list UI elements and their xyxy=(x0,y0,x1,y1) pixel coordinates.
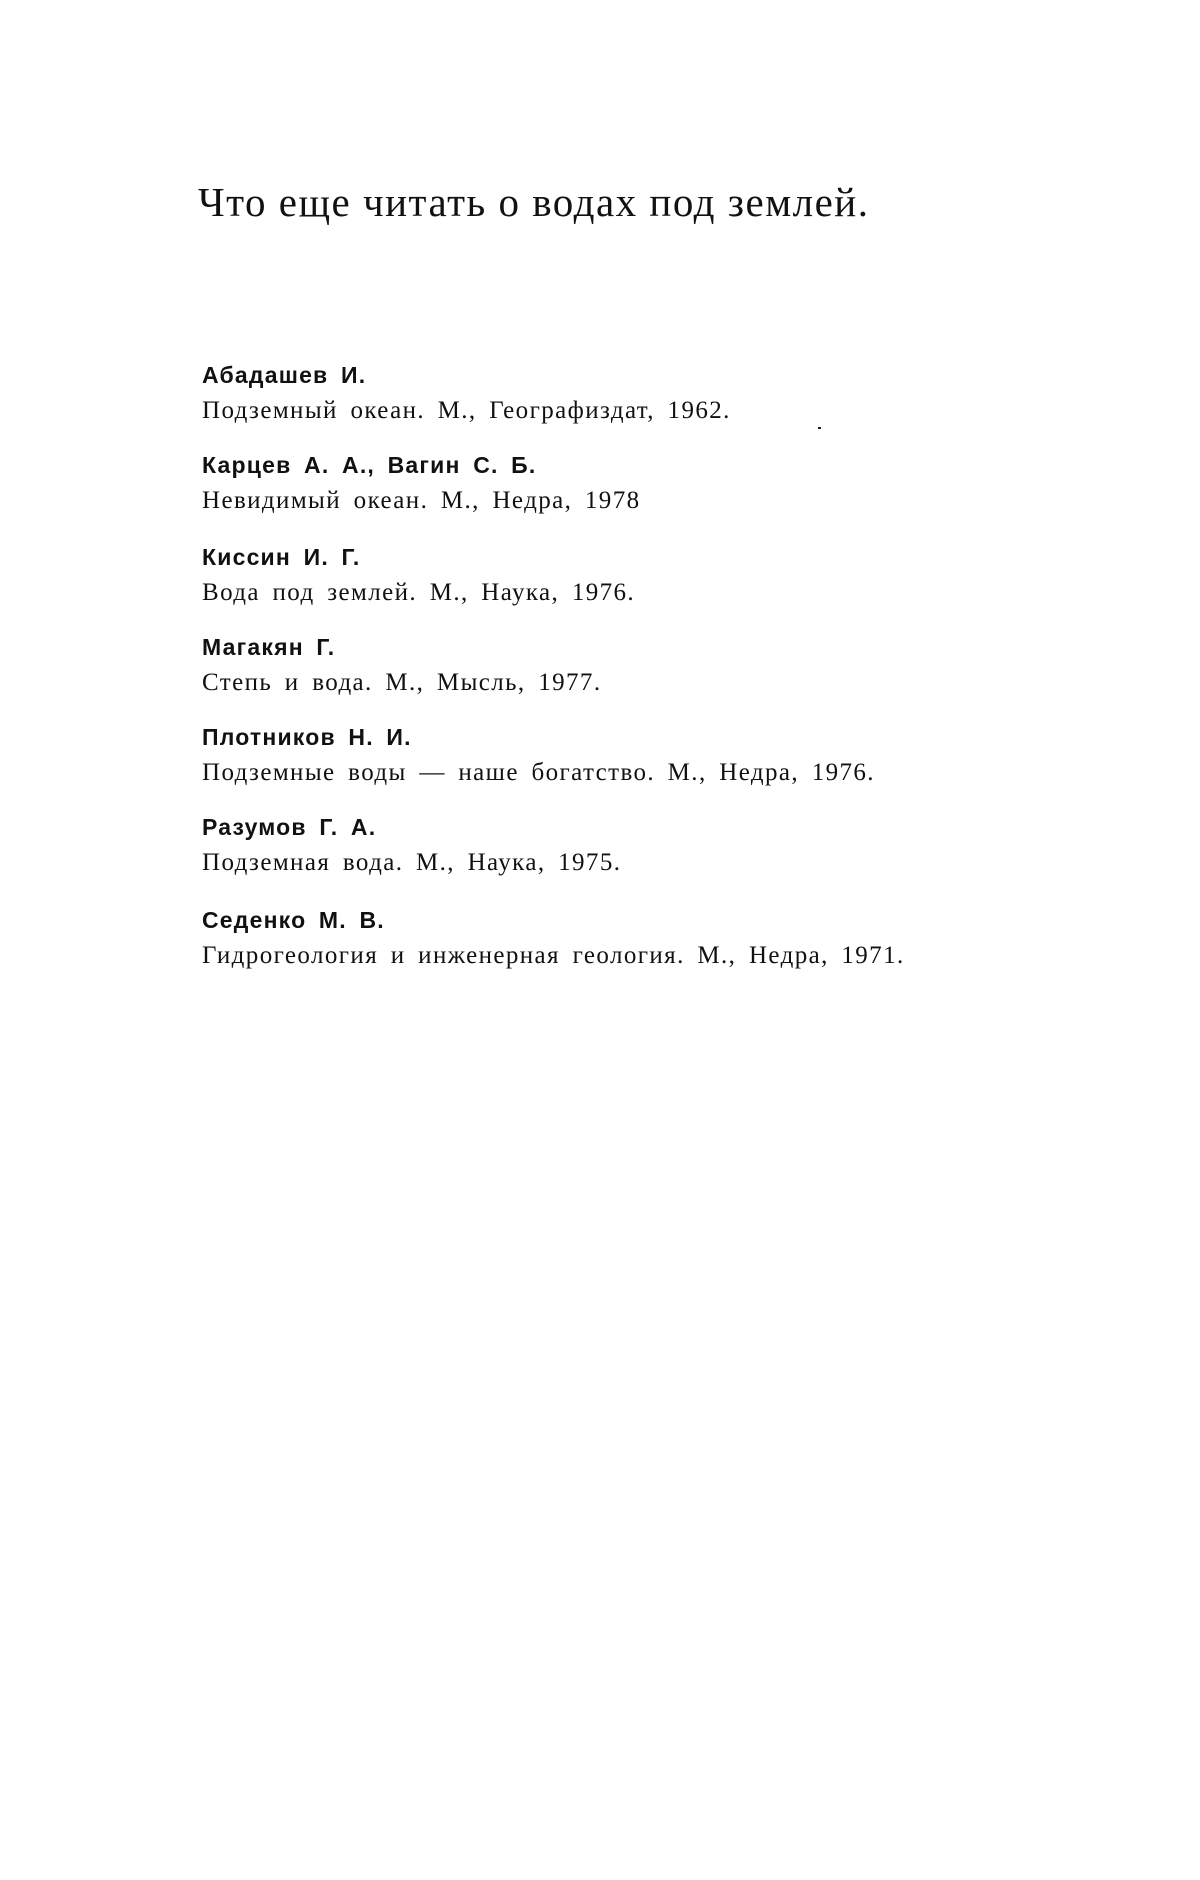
bibliography-entry xyxy=(202,812,1102,880)
entry-author: Карцев А. А., Вагин С. Б. xyxy=(202,452,537,478)
page-title: Что еще читать о водах под землей. xyxy=(198,179,870,225)
bibliography-entry xyxy=(202,542,1102,610)
entry-author: Магакян Г. xyxy=(202,634,336,660)
entry-reference: Степь и вода. М., Мысль, 1977. xyxy=(202,669,602,696)
bibliography-entry xyxy=(202,722,1102,790)
entry-reference: Подземная вода. М., Наука, 1975. xyxy=(202,849,622,876)
entry-reference: Гидрогеология и инженерная геология. М., Недра, 1971. xyxy=(202,942,905,969)
entry-author: Разумов Г. А. xyxy=(202,814,377,840)
entry-reference: Вода под землей. М., Наука, 1976. xyxy=(202,579,636,606)
bibliography-entry xyxy=(202,905,1102,973)
entry-author: Седенко М. В. xyxy=(202,907,385,933)
entry-reference: Невидимый океан. М., Недра, 1978 xyxy=(202,487,641,514)
entry-reference: Подземные воды — наше богатство. М., Недра, 1976. xyxy=(202,759,875,786)
entry-author: Киссин И. Г. xyxy=(202,544,361,570)
entry-author: Плотников Н. И. xyxy=(202,724,412,750)
bibliography-entry xyxy=(202,632,1102,700)
entry-author: Абадашев И. xyxy=(202,362,367,388)
entry-reference: Подземный океан. М., Географиздат, 1962. xyxy=(202,397,731,424)
bibliography-entry xyxy=(202,450,1102,518)
bibliography-entry xyxy=(202,360,1102,428)
